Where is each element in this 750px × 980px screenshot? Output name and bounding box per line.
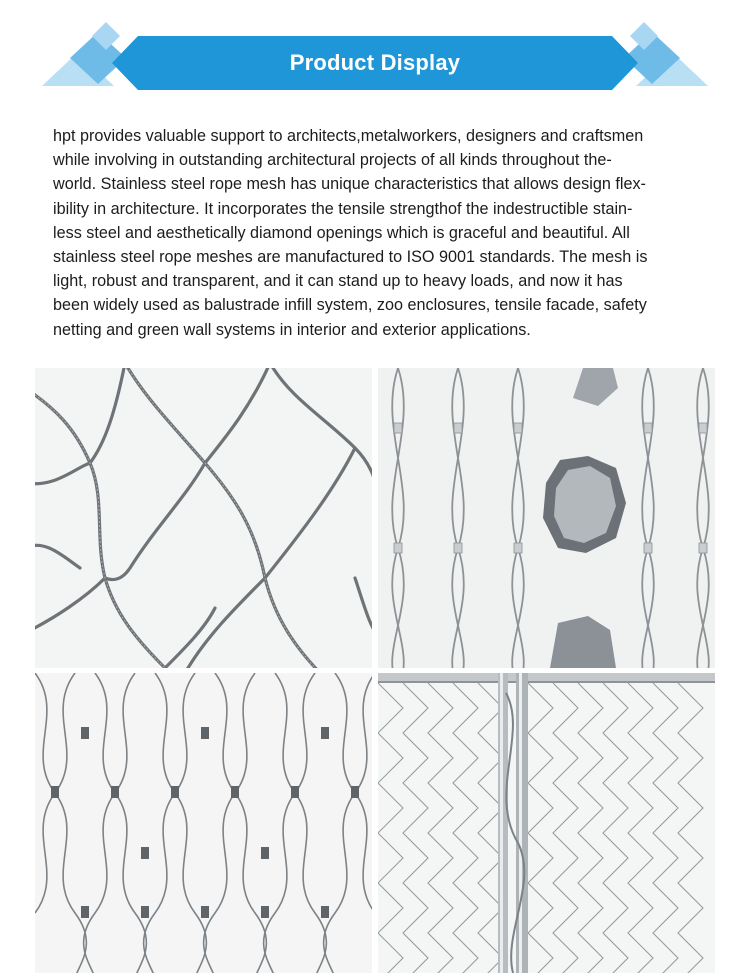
intro-line: less steel and aesthetically diamond openings which is graceful and beautiful. All <box>53 223 630 242</box>
ferruled-rope-mesh-photo <box>35 673 372 973</box>
intro-paragraph <box>53 124 701 342</box>
section-header <box>0 0 750 110</box>
intro-line: while involving in outstanding architectural projects of all kinds throughout the- <box>53 151 612 170</box>
intro-line: ibility in architecture. It incorporates the tensile strengthof the indestructible stain- <box>53 199 633 218</box>
large-diamond-rope-mesh-photo <box>35 368 372 668</box>
intro-line: world. Stainless steel rope mesh has unique characteristics that allows design flex- <box>53 175 646 194</box>
intro-line: hpt provides valuable support to architects,metalworkers, designers and craftsmen <box>53 127 644 145</box>
intro-line: been widely used as balustrade infill system, zoo enclosures, tensile facade, safety <box>53 296 647 315</box>
page-title: Product Display <box>289 50 461 75</box>
intro-line: netting and green wall systems in interior and exterior applications. <box>53 320 531 339</box>
rope-mesh-with-steel-frame-photo <box>378 673 715 973</box>
intro-line: light, robust and transparent, and it can stand up to heavy loads, and now it has <box>53 272 623 291</box>
intro-line: stainless steel rope meshes are manufactured to ISO 9001 standards. The mesh is <box>53 248 648 267</box>
rope-mesh-with-mirror-panels-photo <box>378 368 715 668</box>
